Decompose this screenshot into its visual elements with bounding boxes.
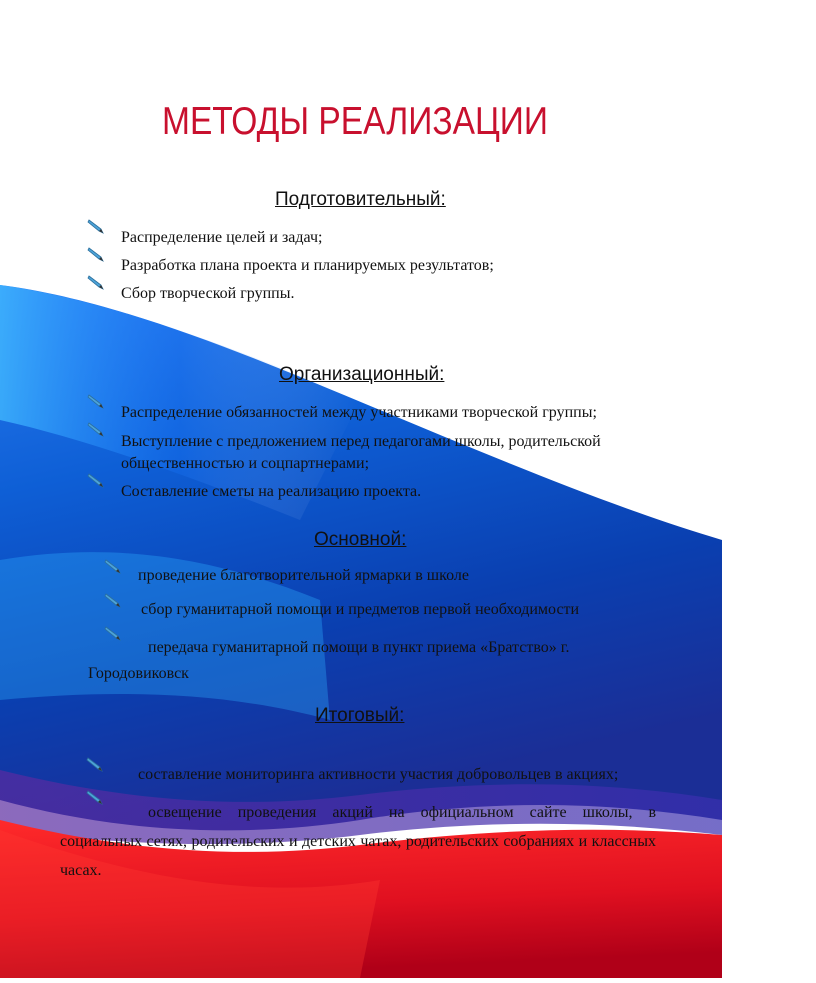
list-item: составление мониторинга активности участия добровольцев в акциях; <box>138 766 619 783</box>
list-item: Сбор творческой группы. <box>121 285 295 302</box>
section-heading-main: Основной: <box>314 529 407 550</box>
list-item: Выступление с предложением перед педагогами школы, родительской общественностью и соцпартнерами; <box>121 433 601 472</box>
list-item: сбор гуманитарной помощи и предметов первой необходимости <box>141 601 580 618</box>
pencil-icon <box>86 756 104 772</box>
pencil-icon <box>87 393 105 409</box>
pencil-icon <box>87 421 105 437</box>
section-heading-final: Итоговый: <box>315 705 405 726</box>
pencil-icon <box>104 592 122 608</box>
pencil-icon <box>87 218 105 234</box>
list-item: передача гуманитарной помощи в пункт приема «Братство» г. Городовиковск <box>88 639 570 682</box>
list-item: Составление сметы на реализацию проекта. <box>121 483 422 500</box>
pencil-icon <box>87 274 105 290</box>
pencil-icon <box>104 558 122 574</box>
list-item: освещение проведения акций на официальном сайте школы, в социальных сетях, родительских и детских чатах, родительских собраниях и классных часах. <box>60 804 656 879</box>
list-item: Распределение обязанностей между участниками творческой группы; <box>121 404 597 421</box>
section-heading-preparatory: Подготовительный: <box>275 189 446 210</box>
page-title: МЕТОДЫ РЕАЛИЗАЦИИ <box>162 100 548 143</box>
list-item: Распределение целей и задач; <box>121 229 323 246</box>
list-item: Разработка плана проекта и планируемых результатов; <box>121 257 494 274</box>
section-heading-organizational: Организационный: <box>279 364 445 385</box>
pencil-icon <box>87 472 105 488</box>
pencil-icon <box>87 246 105 262</box>
list-item: проведение благотворительной ярмарки в школе <box>138 567 469 584</box>
